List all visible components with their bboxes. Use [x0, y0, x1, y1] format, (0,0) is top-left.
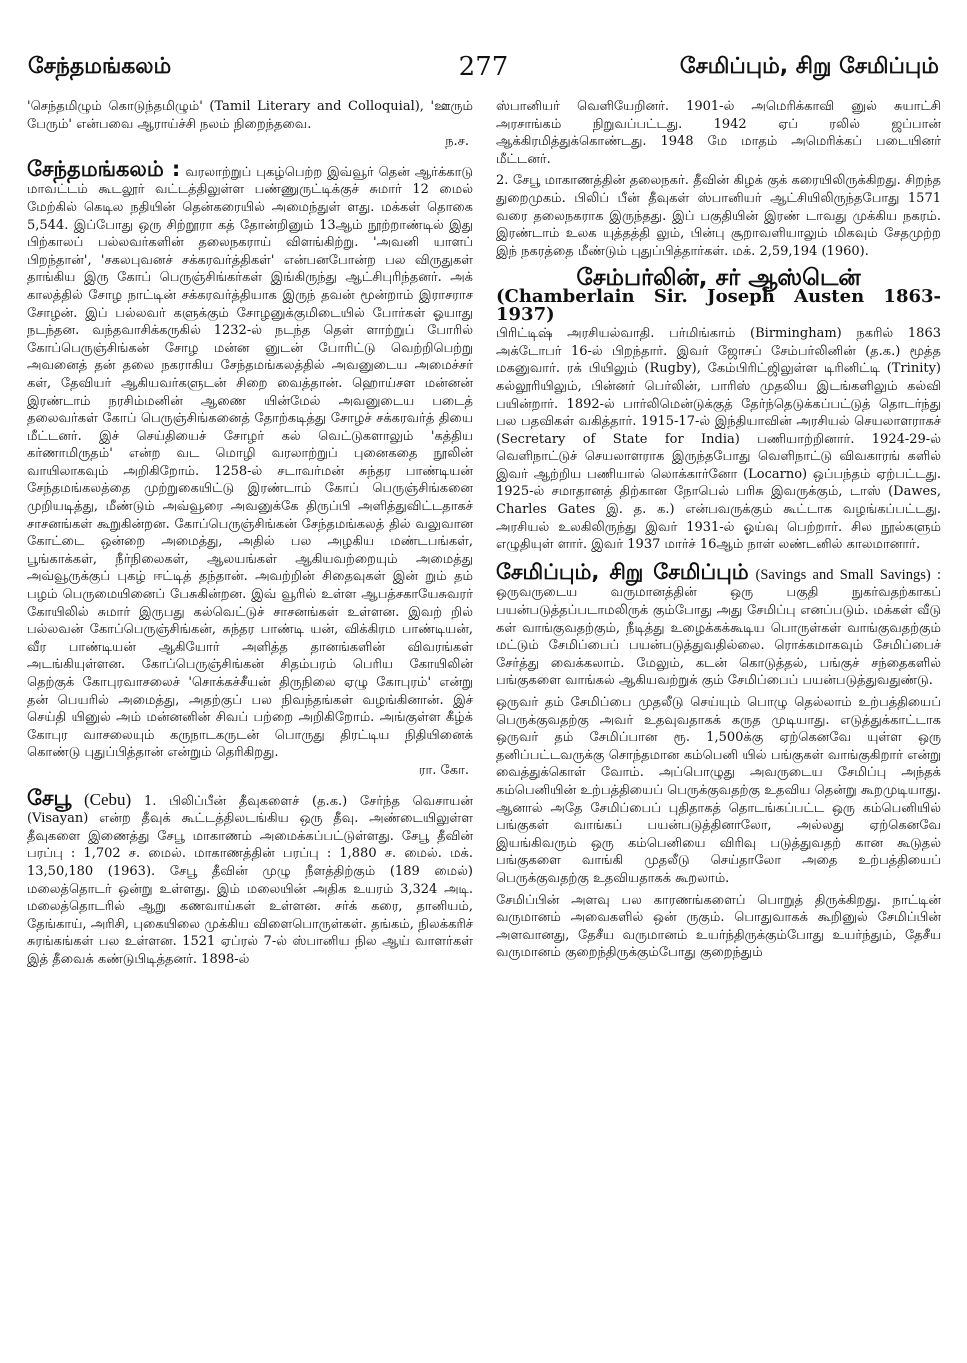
- cebu-continued: ஸ்பானியர் வெளியேறினர். 1901-ல் அமெரிக்காவி னுல் சுயாட்சி அரசாங்கம் நிறுவப்பட்டது. 1942 ஏப் ரலில் ஜப்பான் ஆக்கிரமித்துக்கொண்டது. 1948 மே மாதம் அமெரிக்கப் படையினர் மீட்டனர்.: [496, 99, 941, 167]
- entry-body-savings-3: சேமிப்பின் அளவு பல காரணங்களைப் பொறுத் திருக்கிறது. நாட்டின் வருமானம் அவைகளில் ஒன் ருகும். பொதுவாகக் கூறினுல் சேமிப்பின் அளவானது, தேசீய வருமானம் உயர்ந்திருக்கும்போது உயர்ந்தும், தேசீய வருமானம் குறைந்திருக்கும்போது குறைந்தும்: [496, 892, 941, 961]
- entry-title-sendamangalam: சேந்தமங்கலம் :: [27, 156, 181, 181]
- entry-body-cebu: 1. பிலிப்பீன் தீவுகளைச் (த.க.) சேர்ந்த வெசாயன் (Visayan) என்ற தீவுக் கூட்டத்திலடங்கிய ஒரு தீவு. அண்டையிலுள்ள தீவுகளை இணைத்து சேபூ மாகாணம் அமைக்கப்பட்டுள்ளது. சேபூ தீவின் பரப்பு : 1,702 ச. மைல். மாகாணத்தின் பரப்பு : 1,880 ச. மைல். மக். 13,50,180 (1963). சேபூ தீவின் முழு நீளத்திற்கும் (189 மைல்) மலைத்தொடர் ஒன்று உள்ளது. இம் மலையின் அதிக உயரம் 3,324 அடி. மலைத்தொடரில் ஆறு கணவாய்கள் உள்ளன. சர்க் கரை, தானியம், தேங்காய், அரிசி, புகையிலை முக்கிய விளைபொருள்கள். தங்கம், நிலக்கரிச் சுரங்கங்கள் பல உள்ளன. 1521 ஏப்ரல் 7-ல் ஸ்பானிய நில ஆய் வாளர்கள் இத் தீவைக் கண்டுபிடித்தனர். 1898-ல்: [27, 793, 473, 967]
- left-column: [27, 98, 473, 973]
- running-head-left: சேந்தமங்கலம்: [28, 54, 172, 79]
- sendamangalam-signature: ரா. கோ.: [418, 762, 469, 778]
- right-column: [496, 98, 941, 966]
- page-number: 277: [458, 52, 509, 82]
- entry-latin-savings: (Savings and Small Savings) :: [755, 566, 941, 583]
- entry-body-chamberlain: பிரிட்டிஷ் அரசியல்வாதி. பர்மிங்காம் (Birmingham) நகரில் 1863 அக்டோபர் 16-ல் பிறந்தார். இவர் ஜோசப் சேம்பர்லினின் (த.க.) மூத்த மகனுவார். ரக் பியிலும் (Rugby), கேம்பிரிட்ஜிலுள்ள டிரினிட்டி (Trinity) கல்லூரியிலும், பின்னர் பெர்லின், பாரிஸ் முதலிய இடங்களிலும் கல்வி பயின்றார். 1892-ல் பார்லிமென்டுக்குத் தேர்ந்தெடுக்கப்பட்டுத் தொடர்ந்து பல பதவிகள் வகித்தார். 1915-17-ல் இந்தியாவின் அரசியல் செயலாளராகச் (Secretary of State for India) பணியாற்றினார். 1924-29-ல் வெளிநாட்டுச் செயலாளராக இருந்தபோது வெளிநாட்டு விவகாரங் களில் இவர் ஆற்றிய பணியால் லொக்கார்னோ (Locarno) ஒப்பந்தம் ஏற்பட்டது. 1925-ல் சமாதானத் திற்கான நோபெல் பரிசு இவருக்கும், டாஸ் (Dawes, Charles Gates இ. த. க.) என்பவருக்கும் கூட்டாக வழங்கப்பட்டது. அரசியல் உலகிலிருந்து இவர் 1931-ல் ஓய்வு பெற்றார். சில நூல்களும் எழுதியுள் ளார். இவர் 1937 மார்ச் 16ஆம் நாள் லண்டனில் காலமானார்.: [496, 326, 941, 553]
- cebu-paragraph-2: 2. சேபூ மாகாணத்தின் தலைநகர். தீவின் கிழக் குக் கரையிலிருக்கிறது. சிறந்த துறைமுகம். பிலிப் பீன் தீவுகள் ஸ்பானியர் ஆட்சியிலிருந்தபோது 1571 வரை தலைநகராக இருந்தது. இப் பகுதியின் இரண் டாவது முக்கிய நகரம். இரண்டாம் உலக யுத்தத்தி லும், பின்பு சூறாவளியாலும் மிகவும் சேதமுற்ற இந் நகரத்தை மீண்டும் புதுப்பித்தார்கள். மக். 2,59,194 (1960).: [496, 173, 941, 259]
- entry-cebu: [27, 785, 473, 969]
- entry-savings: [496, 559, 941, 690]
- entry-body-savings-2: ஒருவர் தம் சேமிப்பை முதலீடு செய்யும் பொழு தெல்லாம் உற்பத்தியைப் பெருக்குவதற்கு அவர் உதவுவதாகக் கருத முடியாது. எடுத்துக்காட்டாக ஒருவர் தம் சேமிப்பான ரூ. 1,500க்கு ஏற்கெனவே யுள்ள ஒரு தனிப்பட்டவருக்கு சொந்தமான கம்பெனி யில் பங்குகள் வாங்குகிறார் என்று வைத்துக்கொள் வோம். அப்பொழுது அவருடைய சேமிப்பு அந்தக் கம்பெனியின் உற்பத்தியைப் பெருக்குவதற்கு உதவிய தென்று கூறமுடியாது. ஆனால் அதே சேமிப்பைப் புதிதாகத் தொடங்கப்பட்ட ஒரு கம்பெனியில் பங்குகள் வாங்கப் பயன்படுத்தினாலோ, அல்லது ஏற்கெனவே இயங்கிவரும் ஒரு கம்பெனியை விரிவு படுத்துவதற் கான கூடுதல் பங்குகளை வாங்கி முதலீடு செய்தாலோ அதை உற்பத்தியைப் பெருக்குவதற்கு உதவியதாகக் கூறலாம்.: [496, 695, 941, 886]
- running-head-right: சேமிப்பும், சிறு சேமிப்பும்: [679, 54, 939, 79]
- entry-title-cebu: சேபூ: [27, 785, 72, 810]
- intro-paragraph: [27, 98, 473, 151]
- entry-body-sendamangalam: வரலாற்றுப் புகழ்பெற்ற இவ்வூர் தென் ஆர்க்காடு மாவட்டம் கூடலூர் வட்டத்திலுள்ள பண்ணுருட்டிக்குச் சுமார் 12 மைல் மேற்கில் கெடில நதியின் தென்கரையில் அமைந்துள் ளது. மக்கள் தொகை 5,544. இப்போது ஒரு சிற்றூரா கத் தோன்றினும் 13ஆம் நூற்றாண்டில் இது பிற்காலப் பல்லவர்களின் தலைநகராய் விளங்கிற்று. 'அவனி யாளப் பிறந்தான்', 'சகலபுவனச் சக்கரவர்த்திகள்' என்பனபோன்ற பல விருதுகள் தாங்கிய இரு கோப் பெருஞ்சிங்கர்கள் இங்கிருந்து ஆட்சிபுரிந்தனர். அக் காலத்தில் சோழ நாட்டின் சக்கரவர்த்தியாக இருந் தவன் மூன்றாம் இராசராச சோழன். இப் பல்லவர் களுக்கும் சோழனுக்குமிடையில் போர்கள் ஓயாது நடந்தன. வந்தவாசிக்கருகில் 1232-ல் நடந்த தெள் ளாற்றுப் போரில் கோப்பெருஞ்சிங்கன் சோழ மன்ன னுடன் போரிட்டு வெற்றிபெற்று அவனைத் தன் தலை நகராகிய சேந்தமங்கலத்தில் அவனுடைய அமைச்சர் கள், தேவியர் ஆகியவர்களுடன் சிறை வைத்தான். ஹொய்சள மன்னன் இரண்டாம் நரசிம்மனின் ஆணை யின்மேல் அவனுடைய படைத் தலைவர்கள் கோப் பெருஞ்சிங்கனைத் தோற்கடித்து சோழச் சக்கரவர்த் தியை மீட்டனர். இச் செய்தியைச் சோழர் கல் வெட்டுகளாலும் 'கத்திய கர்ணாமிருதம்' என்ற வட மொழி வரலாற்றுப் புனைகதை நூலின் வாயிலாகவும் அறிகிறோம். 1258-ல் சடாவர்மன் சுந்தர பாண்டியன் சேந்தமங்கலத்தை முற்றுகையிட்டு இரண்டாம் கோப் பெருஞ்சிங்கனை முறியடித்து, மீண்டும் அவ்வூரை அவனுக்கே திருப்பி அளித்துவிட்டதாகச் சாசனங்கள் கூறுகின்றன. கோப்பெருஞ்சிங்கன் சேந்தமங்கலத் தில் வலுவான கோட்டை ஒன்றை அமைத்து, அதில் பல அழகிய மண்டபங்கள், பூங்காக்கள், நீர்நிலைகள், ஆலயங்கள் ஆகியவற்றையும் அமைத்து அவ்வூருக்குப் புகழ் ஈட்டித் தந்தான். அவற்றின் சிதைவுகள் இன் றும் தம் பழம் பெருமையினைப் பேசுகின்றன. இவ் வூரில் உள்ள ஆபத்சகாயேசுவரர் கோயிலில் சுமார் இருபது கல்வெட்டுச் சாசனங்கள் உள்ளன. இவற் றில் பல்லவன் கோப்பெருஞ்சிங்கன், சுந்தர பாண்டி யன், விக்கிரம பாண்டியன், வீர பாண்டியன் ஆகியோர் அளித்த தானங்களின் விவரங்கள் அடங்கியுள்ளன. கோப்பெருஞ்சிங்கன் சிதம்பரம் பெரிய கோயிலின் தெற்குக் கோபுரவாசலைச் 'சொக்கச்சீயன் திருநிலை ஏழு கோபுரம்' என்று தன் பெயரில் அமைத்து, அதற்குப் பல நிவந்தங்கள் வழங்கினான். இச் செய்தி யினுல் அம் மன்னனின் சிவப் பற்றை அறிகிறோம். அங்குள்ள கீழ்க் கோபுர வாசலையும் கருநாடகருடன் பொருது திரட்டிய நிதியினைக் கொண்டு புதுப்பித்தான் என்றும் தெரிகிறது.: [27, 164, 473, 761]
- entry-chamberlain: [496, 265, 941, 554]
- entry-title-chamberlain: சேம்பர்லின், சர் ஆஸ்டென்: [576, 265, 861, 292]
- entry-sendamangalam: [27, 156, 473, 780]
- intro-signature: ந.ச.: [445, 134, 469, 150]
- entry-title-savings: சேமிப்பும், சிறு சேமிப்பும்: [496, 559, 749, 584]
- entry-body-savings-1: ஒருவருடைய வருமானத்தின் ஒரு பகுதி நுகர்வதற்காகப் பயன்படுத்தப்படாமலிருக் கும்போது அது சேமிப்பு எனப்படும். மக்கள் வீடு கள் வாங்குவதற்கும், நீடித்து உழைக்கக்கூடிய பொருள்கள் வாங்குவதற்கும் மட்டும் சேமிப்பைப் பயன்படுத்துவதில்லை. ரொக்கமாகவும் சேமிப்பைச் சேர்த்து வைக்கலாம். மேலும், கடன் கொடுத்தல், பங்குச் சந்தைகளில் பங்குகளை வாங்கல் ஆகியவற்றுக் கும் சேமிப்பைப் பயன்படுத்துவதுண்டு.: [496, 585, 941, 689]
- entry-latin-cebu: (Cebu): [84, 789, 132, 809]
- entry-latin-chamberlain: (Chamberlain Sir. Joseph Austen 1863-1937): [496, 285, 941, 325]
- intro-text: 'செந்தமிழும் கொடுந்தமிழும்' (Tamil Literary and Colloquial), 'ஊரும் பேரும்' என்பவை ஆராய்ச்சி நலம் நிறைந்தவை.: [27, 99, 473, 132]
- page-header: [28, 54, 939, 94]
